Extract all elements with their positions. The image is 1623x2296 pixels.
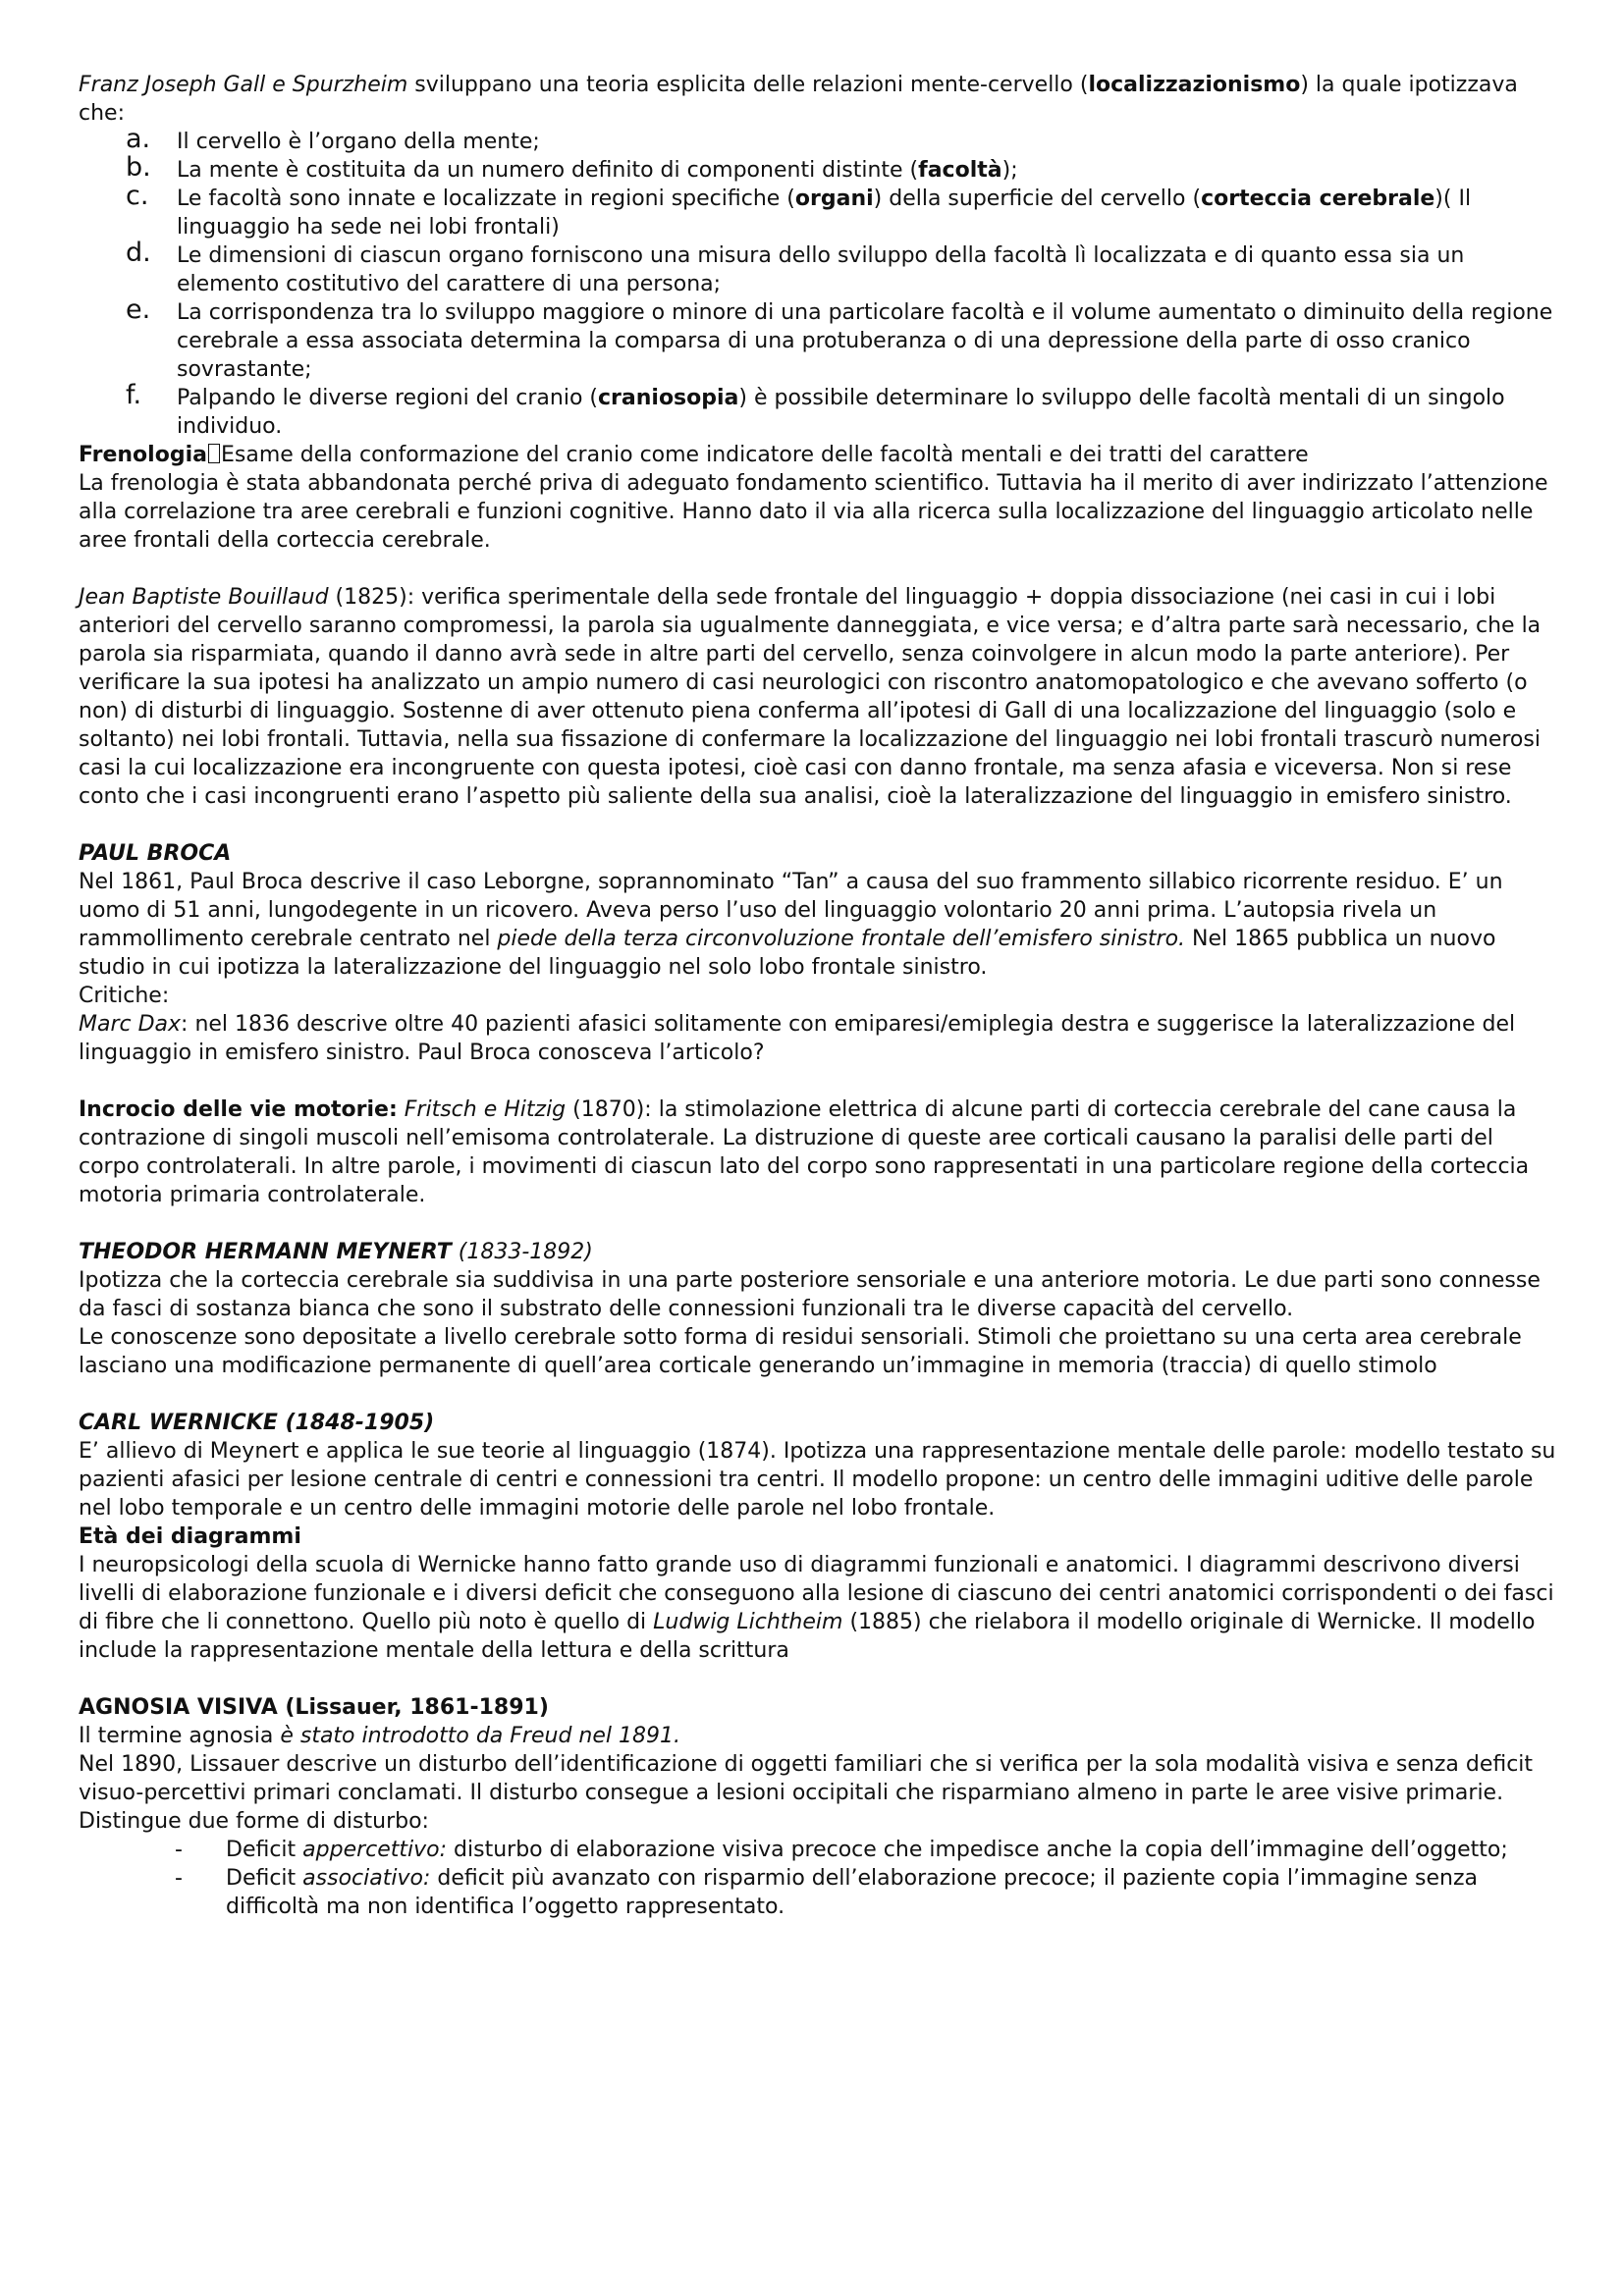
list-item: f. Palpando le diverse regioni del cranio (craniosopia) è possibile determinare lo sviluppo delle facoltà mentali di un singolo individuo. [126,380,1505,439]
diagrammi-heading: Età dei diagrammi [79,1524,301,1549]
meynert-paragraph-1: Ipotizza che la corteccia cerebrale sia suddivisa in una parte posteriore sensoriale e una anteriore motoria. Le due parti sono connesse da fasci di sostanza bianca che sono il substrato delle connessioni funzionali tra le diverse capacità del cervello. [79,1268,1541,1321]
incrocio-paragraph: Incrocio delle vie motorie: Fritsch e Hitzig (1870): la stimolazione elettrica di alcune parti di corteccia cerebrale del cane causa la contrazione di singoli muscoli nell’emisoma controlaterale. La distruzione di queste aree corticali causano la paralisi delle parti del corpo controlaterali. In altre parole, i movimenti di ciascun lato del corpo sono rappresentati in una particolare regione della corteccia motoria primaria controlaterale. [79,1097,1530,1207]
missing-glyph-box [208,444,220,463]
list-item: a. Il cervello è l’organo della mente; [126,124,540,154]
frenologia-paragraph: La frenologia è stata abbandonata perché priva di adeguato fondamento scientifico. Tuttavia ha il merito di aver indirizzato l’attenzione alla correlazione tra aree cerebrali e funzioni cognitive. Hanno dato il via alla ricerca sulla localizzazione del linguaggio articolato nelle aree frontali della corteccia cerebrale. [79,471,1548,553]
list-item: d. Le dimensioni di ciascun organo forniscono una misura dello sviluppo della facoltà lì localizzata e di quanto essa sia un elemento costitutivo del carattere di una persona; [126,238,1465,296]
list-item: - Deficit associativo: deficit più avanzato con risparmio dell’elaborazione precoce; il paziente copia l’immagine senza difficoltà ma non identifica l’oggetto rappresentato. [175,1866,1478,1919]
wernicke-paragraph-2: I neuropsicologi della scuola di Wernicke hanno fatto grande uso di diagrammi funzionali e anatomici. I diagrammi descrivono diversi livelli di elaborazione funzionale e i diversi deficit che conseguono alla lesione di ciascuno dei centri anatomici corrispondenti o dei fasci di fibre che li connettono. Quello più noto è quello di Ludwig Lichtheim (1885) che rielabora il modello originale di Wernicke. Il modello include la rappresentazione mentale della lettura e della scrittura [79,1553,1554,1663]
wernicke-heading: CARL WERNICKE (1848-1905) [79,1411,435,1435]
dax-paragraph: Marc Dax: nel 1836 descrive oltre 40 pazienti afasici solitamente con emiparesi/emiplegia destra e suggerisce la lateralizzazione del linguaggio in emisfero sinistro. Paul Broca conosceva l’articolo? [79,1012,1516,1065]
broca-paragraph: Nel 1861, Paul Broca descrive il caso Leborgne, soprannominato “Tan” a causa del suo frammento sillabico ricorrente residuo. E’ un uomo di 51 anni, lungodegente in un ricovero. Aveva perso l’uso del linguaggio volontario 20 anni prima. L’autopsia rivela un rammollimento cerebrale centrato nel piede della terza circonvoluzione frontale dell’emisfero sinistro. Nel 1865 pubblica un nuovo studio in cui ipotizza la lateralizzazione del linguaggio nel solo lobo frontale sinistro. [79,870,1503,980]
critiche-label: Critiche: [79,984,170,1008]
list-item: c. Le facoltà sono innate e localizzate in regioni specifiche (organi) della superficie del cervello (corteccia cerebrale)( Il linguaggio ha sede nei lobi frontali) [126,181,1472,240]
meynert-paragraph-2: Le conoscenze sono depositate a livello cerebrale sotto forma di residui sensoriali. Stimoli che proiettano su una certa area cerebrale lasciano una modificazione permanente di quell’area corticale generando un’immagine in memoria (traccia) di quello stimolo [79,1325,1522,1378]
bouillaud-paragraph: Jean Baptiste Bouillaud (1825): verifica sperimentale della sede frontale del linguaggio + doppia dissociazione (nei casi in cui i lobi anteriori del cervello saranno compromessi, la parola sia ugualmente danneggiata, e vice versa; e d’altra parte sarà necessario, che la parola sia risparmiata, quando il danno avrà sede in altre parti del cervello, senza coinvolgere in alcun modo la parte anteriore). Per verificare la sua ipotesi ha analizzato un ampio numero di casi neurologici con riscontro anatomopatologico e che avevano sofferto (o non) di disturbi di linguaggio. Sostenne di aver ottenuto piena conferma all’ipotesi di Gall di una localizzazione del linguaggio (solo e soltanto) nei lobi frontali. Tuttavia, nella sua fissazione di confermare la localizzazione del linguaggio nei lobi frontali trascurò numerosi casi la cui localizzazione era incongruente con questa ipotesi, cioè casi con danno frontale, ma senza afasia e viceversa. Non si rese conto che i casi incongruenti erano l’aspetto più saliente della sua analisi, cioè la lateralizzazione del linguaggio in emisfero sinistro. [79,585,1542,809]
document-page [79,71,1556,1921]
agnosia-intro: Il termine agnosia è stato introdotto da Freud nel 1891. [79,1724,680,1748]
list-item: - Deficit appercettivo: disturbo di elaborazione visiva precoce che impedisce anche la copia dell’immagine dell’oggetto; [175,1838,1508,1862]
agnosia-forms-list [79,1836,1556,1921]
list-item: b. La mente è costituita da un numero definito di componenti distinte (facoltà); [126,152,1018,183]
intro-paragraph: Franz Joseph Gall e Spurzheim sviluppano una teoria esplicita delle relazioni mente-cervello (localizzazionismo) la quale ipotizzava che: [79,73,1518,126]
agnosia-heading: AGNOSIA VISIVA (Lissauer, 1861-1891) [79,1695,549,1720]
meynert-heading: THEODOR HERMANN MEYNERT (1833-1892) [79,1240,593,1264]
wernicke-paragraph-1: E’ allievo di Meynert e applica le sue teorie al linguaggio (1874). Ipotizza una rappresentazione mentale delle parole: modello testato su pazienti afasici per lesione centrale di centri e connessioni tra centri. Il modello propone: un centro delle immagini uditive delle parole nel lobo temporale e un centro delle immagini motorie delle parole nel lobo frontale. [79,1439,1556,1521]
broca-heading: PAUL BROCA [79,841,232,866]
localizzazionismo-term: localizzazionismo [1088,73,1301,97]
list-item: e. La corrispondenza tra lo sviluppo maggiore o minore di una particolare facoltà e il volume aumentato o diminuito della regione cerebrale a essa associata determina la comparsa di una protuberanza o di una depressione della parte di osso cranico sovrastante; [126,294,1553,382]
gall-spurzheim-names: Franz Joseph Gall e Spurzheim [79,73,408,97]
agnosia-paragraph: Nel 1890, Lissauer descrive un disturbo dell’identificazione di oggetti familiari che si verifica per la sola modalità visiva e senza deficit visuo-percettivi primari conclamati. Il disturbo consegue a lesioni occipitali che risparmiano almeno in parte le aree visive primarie. Distingue due forme di disturbo: [79,1752,1534,1834]
frenologia-definition: Frenologia Esame della conformazione del cranio come indicatore delle facoltà mentali e dei tratti del carattere [79,443,1309,467]
hypotheses-list [79,124,1556,441]
